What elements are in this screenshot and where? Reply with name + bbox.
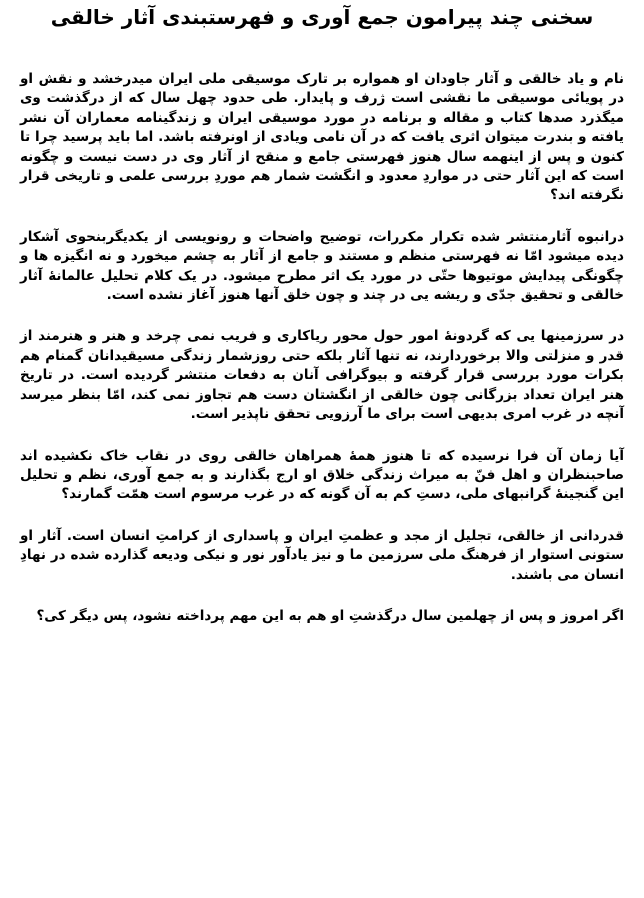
paragraph-1: نام و یاد خالقی و آثار جاودان او همواره بر تارک موسیقی ملی ایران میدرخشد و نقش او در پویائی موسیقی ما نقشی است ژرف و پایدار. طی حدود چهل سال که از درگذشت وی میگذرد صدها کتاب و مقاله و برنامه در مورد موسیقی ایران و زندگینامه معماران آن نشر یافته و بندرت میتوان اثری یافت که در آن نامی ویادی از اونرفته باشد. اما باید پرسید چرا تا کنون و پس از اینهمه سال هنوز فهرستی جامع و منقح از آثار وی در دست نیست و چگونه است که این آثار حتی در مواردِ معدود و انگشت شمار هم موردِ بررسی علمی و تاریخی قرار نگرفته اند؟ — [20, 71, 624, 204]
document-body — [20, 70, 624, 626]
document-title: سخنی چند پیرامون جمع آوری و فهرستبندی آثار خالقی — [50, 5, 594, 29]
paragraph-6: اگر امروز و پس از چهلمین سال درگذشتِ او هم به این مهم پرداخته نشود، پس دیگر کی؟ — [36, 607, 624, 624]
paragraph-2: درانبوه آثارمنتشر شده تکرار مکررات، توضیح واضحات و رونویسی از یکدیگربنحوی آشکار دیده میشود امّا نه فهرستی منظم و مستند و جامع از آثار به چشم میخورد و نه انگیزه ها و چگونگی پیدایش موتیوها حتّی در مورد یک اثر مطرح میشود. در یک کلام تحلیل عالمانهٔ آثار خالقی و تحقیق جدّی و ریشه یی در چند و چون خلق آنها هنوز آغاز نشده است. — [20, 228, 624, 304]
paragraph-4: آیا زمان آن فرا نرسیده که تا هنوز همهٔ همراهان خالقی روی در نقاب خاک نکشیده اند صاحبنظران و اهل فنّ به میراث زندگی خلاق او ارج بگذارند و به جمع آوری، نظم و تحلیل این گنجینهٔ گرانبهای ملی، دستِ کم به آن گونه که در غرب مرسوم است همّت گمارند؟ — [20, 447, 624, 503]
paragraph-3: در سرزمینها یی که گردونهٔ امور حول محور ریاکاری و فریب نمی چرخد و هنر و هنرمند از قدر و منزلتی والا برخوردارند، نه تنها آثار بلکه حتی روزشمار زندگی مسیقیدانان گمنام هم بکرات مورد بررسی قرار گرفته و بیوگرافی آنان به دفعات منتشر گردیده است. در تاریخ هنر ایران تعداد بزرگانی چون خالقی از انگشتان دست هم تجاوز نمی کند، امّا بنظر میرسد آنچه در غرب امری بدیهی است برای ما آرزویی تحقق ناپذیر است. — [20, 328, 624, 423]
paragraph-5: قدردانی از خالقی، تجلیل از مجد و عظمتِ ایران و پاسداری از کرامتِ انسان است. آثار او ستونی استوار از فرهنگ ملی سرزمین ما و نیز یادآور نور و نیکی ودیعه گذارده شده در نهادِ انسان می باشند. — [20, 527, 624, 583]
